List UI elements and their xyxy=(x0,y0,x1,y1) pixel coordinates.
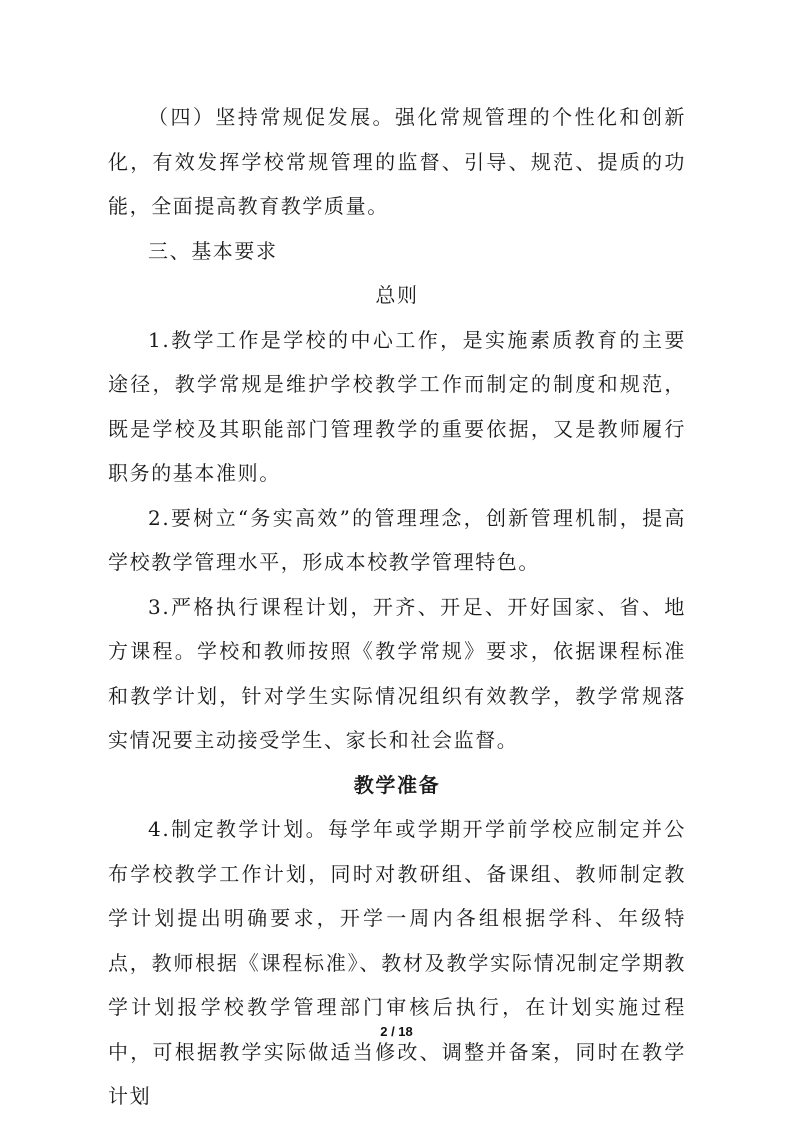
paragraph-item-2: 2.要树立“务实高效”的管理理念，创新管理机制，提高学校教学管理水平，形成本校教学管理特色。 xyxy=(108,505,686,574)
page-number: 2 / 18 xyxy=(380,1024,413,1039)
paragraph-item-1: 1.教学工作是学校的中心工作，是实施素质教育的主要途径，教学常规是维护学校教学工作而制定的制度和规范，既是学校及其职能部门管理教学的重要依据，又是教师履行职务的基本准则。 xyxy=(108,327,686,485)
section-heading-basic-requirements: 三、基本要求 xyxy=(148,238,278,263)
paragraph-item-4: 4.制定教学计划。每学年或学期开学前学校应制定并公布学校教学工作计划，同时对教研组、备课组、教师制定教学计划提出明确要求，开学一周内各组根据学科、年级特点，教师根据《课程标准》、教材及教学实际情况制定学期教学计划报学校教学管理部门审核后执行，在计划实施过程中，可根据教学实际做适当修改、调整并备案，同时在教学计划 xyxy=(108,817,686,1108)
paragraph-item-3: 3.严格执行课程计划，开齐、开足、开好国家、省、地方课程。学校和教师按照《教学常规》要求，依据课程标准和教学计划，针对学生实际情况组织有效教学，教学常规落实情况要主动接受学生、家长和社会监督。 xyxy=(108,594,686,752)
subheading-general-rules: 总则 xyxy=(375,283,419,307)
subheading-teaching-preparation: 教学准备 xyxy=(353,772,441,797)
document-body xyxy=(108,95,686,1119)
paragraph-principle-four: （四）坚持常规促发展。强化常规管理的个性化和创新化，有效发挥学校常规管理的监督、引导、规范、提质的功能，全面提高教育教学质量。 xyxy=(108,105,686,218)
